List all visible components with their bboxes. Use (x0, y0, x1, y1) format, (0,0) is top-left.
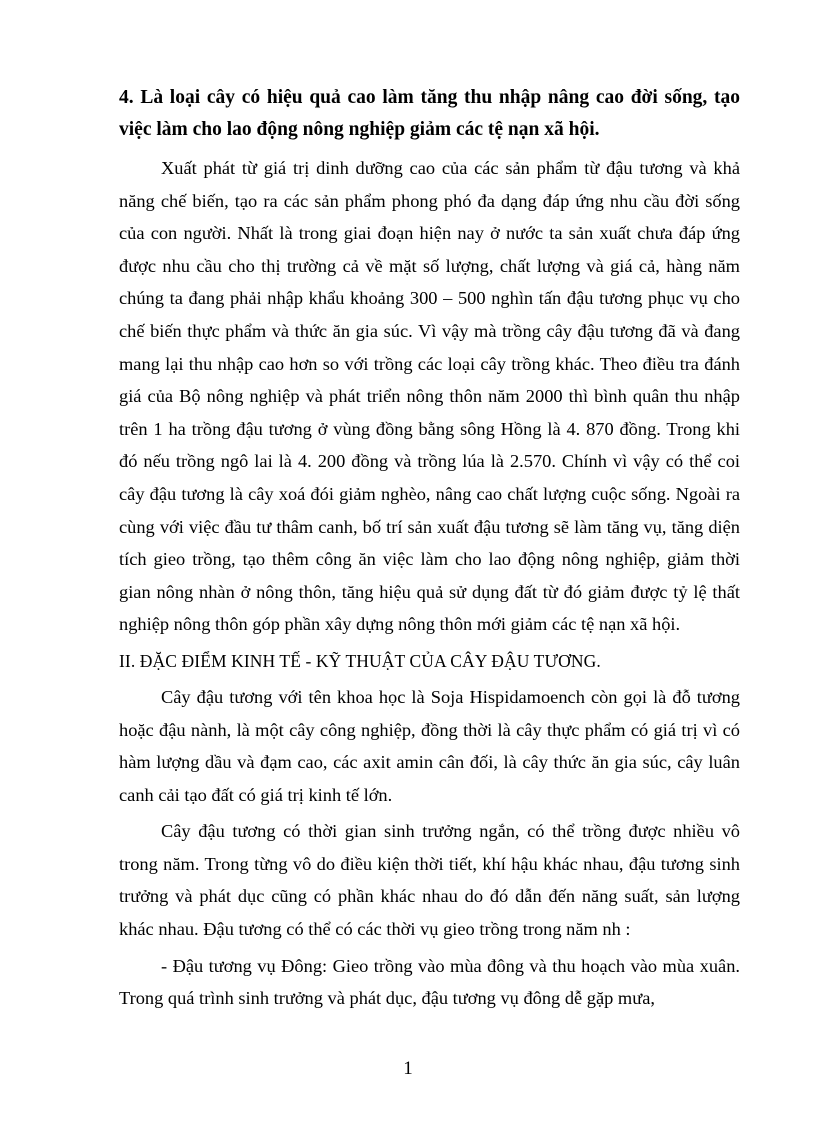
body-paragraph: Cây đậu tương có thời gian sinh trưởng ngắn, có thể trồng được nhiều vô trong năm. Trong từng vô do điều kiện thời tiết, khí hậu khác nhau, đậu tương sinh trưởng và phát dục cũng có phần khác nhau do đó dẫn đến năng suất, sản lượng khác nhau. Đậu tương có thể có các thời vụ gieo trồng trong năm nh : (119, 821, 740, 940)
section-title: II. ĐẶC ĐIỂM KINH TẾ - KỸ THUẬT CỦA CÂY ĐẬU TƯƠNG. (119, 650, 601, 671)
section-heading: 4. Là loại cây có hiệu quả cao làm tăng thu nhập nâng cao đời sống, tạo việc làm cho lao động nông nghiệp giảm các tệ nạn xã hội. (119, 87, 740, 140)
body-paragraph: Cây đậu tương với tên khoa học là Soja Hispidamoench còn gọi là đỗ tương hoặc đậu nành, là một cây công nghiệp, đồng thời là cây thực phẩm có giá trị vì có hàm lượng dầu và đạm cao, các axit amin cân đối, là cây thức ăn gia súc, cây luân canh cải tạo đất có giá trị kinh tế lớn. (119, 686, 740, 805)
body-paragraph: - Đậu tương vụ Đông: Gieo trồng vào mùa đông và thu hoạch vào mùa xuân. Trong quá trình sinh trưởng và phát dục, đậu tương vụ đông dễ gặp mưa, (119, 955, 740, 1009)
body-paragraph: Xuất phát từ giá trị dinh dưỡng cao của các sản phẩm từ đậu tương và khả năng chế biến, tạo ra các sản phẩm phong phó đa dạng đáp ứng nhu cầu đời sống của con người. Nhất là trong giai đoạn hiện nay ở nước ta sản xuất chưa đáp ứng được nhu cầu cho thị trường cả về mặt số lượng, chất lượng và giá cả, hàng năm chúng ta đang phải nhập khẩu khoảng 300 – 500 nghìn tấn đậu tương phục vụ cho chế biến thực phẩm và thức ăn gia súc. Vì vậy mà trồng cây đậu tương đã và đang mang lại thu nhập cao hơn so với trồng các loại cây trồng khác. Theo điều tra đánh giá của Bộ nông nghiệp và phát triển nông thôn năm 2000 thì bình quân thu nhập trên 1 ha trồng đậu tương ở vùng đồng bằng sông Hồng là 4. 870 đồng. Trong khi đó nếu trồng ngô lai là 4. 200 đồng và trồng lúa là 2.570. Chính vì vậy có thể coi cây đậu tương là cây xoá đói giảm nghèo, nâng cao chất lượng cuộc sống. Ngoài ra cùng với việc đầu tư thâm canh, bố trí sản xuất đậu tương sẽ làm tăng vụ, tăng diện tích gieo trồng, tạo thêm công ăn việc làm cho lao động nông nghiệp, giảm thời gian nông nhàn ở nông thôn, tăng hiệu quả sử dụng đất từ đó giảm được tỷ lệ thất nghiệp nông thôn góp phần xây dựng nông thôn mới giảm các tệ nạn xã hội. (119, 158, 740, 635)
page-number: 1 (403, 1058, 413, 1079)
document-body (119, 82, 740, 1019)
